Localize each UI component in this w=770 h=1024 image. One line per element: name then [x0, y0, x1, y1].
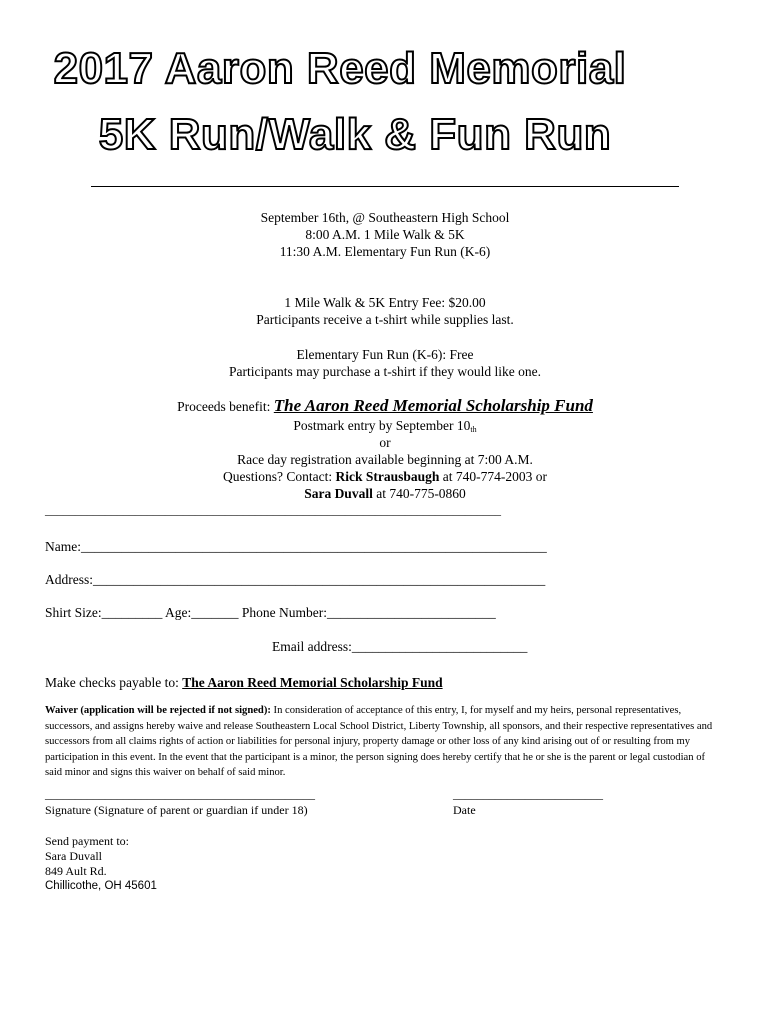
contact1-phone: at 740-774-2003 or	[439, 469, 547, 484]
postmark-suffix: th	[470, 425, 477, 434]
waiver-body: In consideration of acceptance of this entry, I, for myself and my heirs, personal representatives, successors, and assigns hereby waive and release Southeastern Local School District, Liberty Township, all sponsors, and their respective representatives and successors from all claims rights of action or liabilities for personal injury, property damage or other loss of any kind arising out of or resulting from my participation in this event. In the event that the participant is a minor, the person signing does hereby certify that he or she is the parent or legal custodian of said minor and signs this waiver on behalf of said minor.	[45, 705, 713, 778]
race-day-registration: Race day registration available beginning at 7:00 A.M.	[237, 452, 533, 467]
contact2-name: Sara Duvall	[304, 486, 373, 501]
contact2-line	[0, 485, 770, 502]
entry-fee: 1 Mile Walk & 5K Entry Fee: $20.00	[284, 295, 486, 310]
fun-run-time: 11:30 A.M. Elementary Fun Run (K-6)	[279, 244, 491, 259]
form-separator: ____________________________________________________________________________	[45, 503, 501, 517]
name-field[interactable]: Name:_____________________________________________________________________	[45, 539, 547, 554]
waiver-text	[45, 703, 720, 781]
send-payment-label: Send payment to:	[45, 834, 129, 848]
send-payment-name: Sara Duvall	[45, 849, 102, 863]
fun-run-fee: Elementary Fun Run (K-6): Free	[296, 347, 474, 362]
checks-fund: The Aaron Reed Memorial Scholarship Fund	[182, 675, 443, 690]
fun-run-tshirt: Participants may purchase a t-shirt if they would like one.	[229, 364, 541, 379]
proceeds-fund: The Aaron Reed Memorial Scholarship Fund	[273, 396, 593, 415]
send-payment-city: Chillicothe, OH 45601	[45, 880, 157, 892]
signature-line[interactable]: _____________________________________________	[45, 787, 315, 801]
questions-prefix: Questions? Contact:	[222, 469, 336, 484]
send-payment-street: 849 Ault Rd.	[45, 864, 107, 878]
address-field[interactable]: Address:___________________________________________________________________	[45, 572, 546, 587]
date-location: September 16th, @ Southeastern High School	[260, 210, 510, 225]
tshirt-note: Participants receive a t-shirt while supplies last.	[256, 312, 514, 327]
event-title-line2: 5K Run/Walk & Fun Run	[98, 110, 612, 159]
contact1-name: Rick Strausbaugh	[335, 469, 440, 484]
signature-label: Signature (Signature of parent or guardian if under 18)	[45, 803, 308, 817]
or-text: or	[379, 435, 391, 450]
event-title-line1: 2017 Aaron Reed Memorial	[53, 44, 627, 93]
contact2-phone: at 740-775-0860	[372, 486, 466, 501]
proceeds-label: Proceeds benefit:	[177, 399, 274, 414]
postmark-text: Postmark entry by September 10	[293, 418, 471, 433]
date-line[interactable]: _________________________	[453, 787, 603, 801]
questions-line	[0, 468, 770, 485]
header-divider	[91, 186, 679, 187]
walk-time: 8:00 A.M. 1 Mile Walk & 5K	[305, 227, 465, 242]
checks-prefix: Make checks payable to:	[45, 675, 183, 690]
proceeds-line	[0, 397, 770, 415]
waiver-bold-lead: Waiver (application will be rejected if not signed):	[45, 705, 271, 716]
email-field[interactable]: Email address:__________________________	[272, 639, 528, 654]
checks-payable-line	[45, 674, 443, 691]
date-label: Date	[453, 803, 476, 817]
shirt-age-phone-fields[interactable]: Shirt Size:_________ Age:_______ Phone Number:_________________________	[45, 605, 496, 620]
